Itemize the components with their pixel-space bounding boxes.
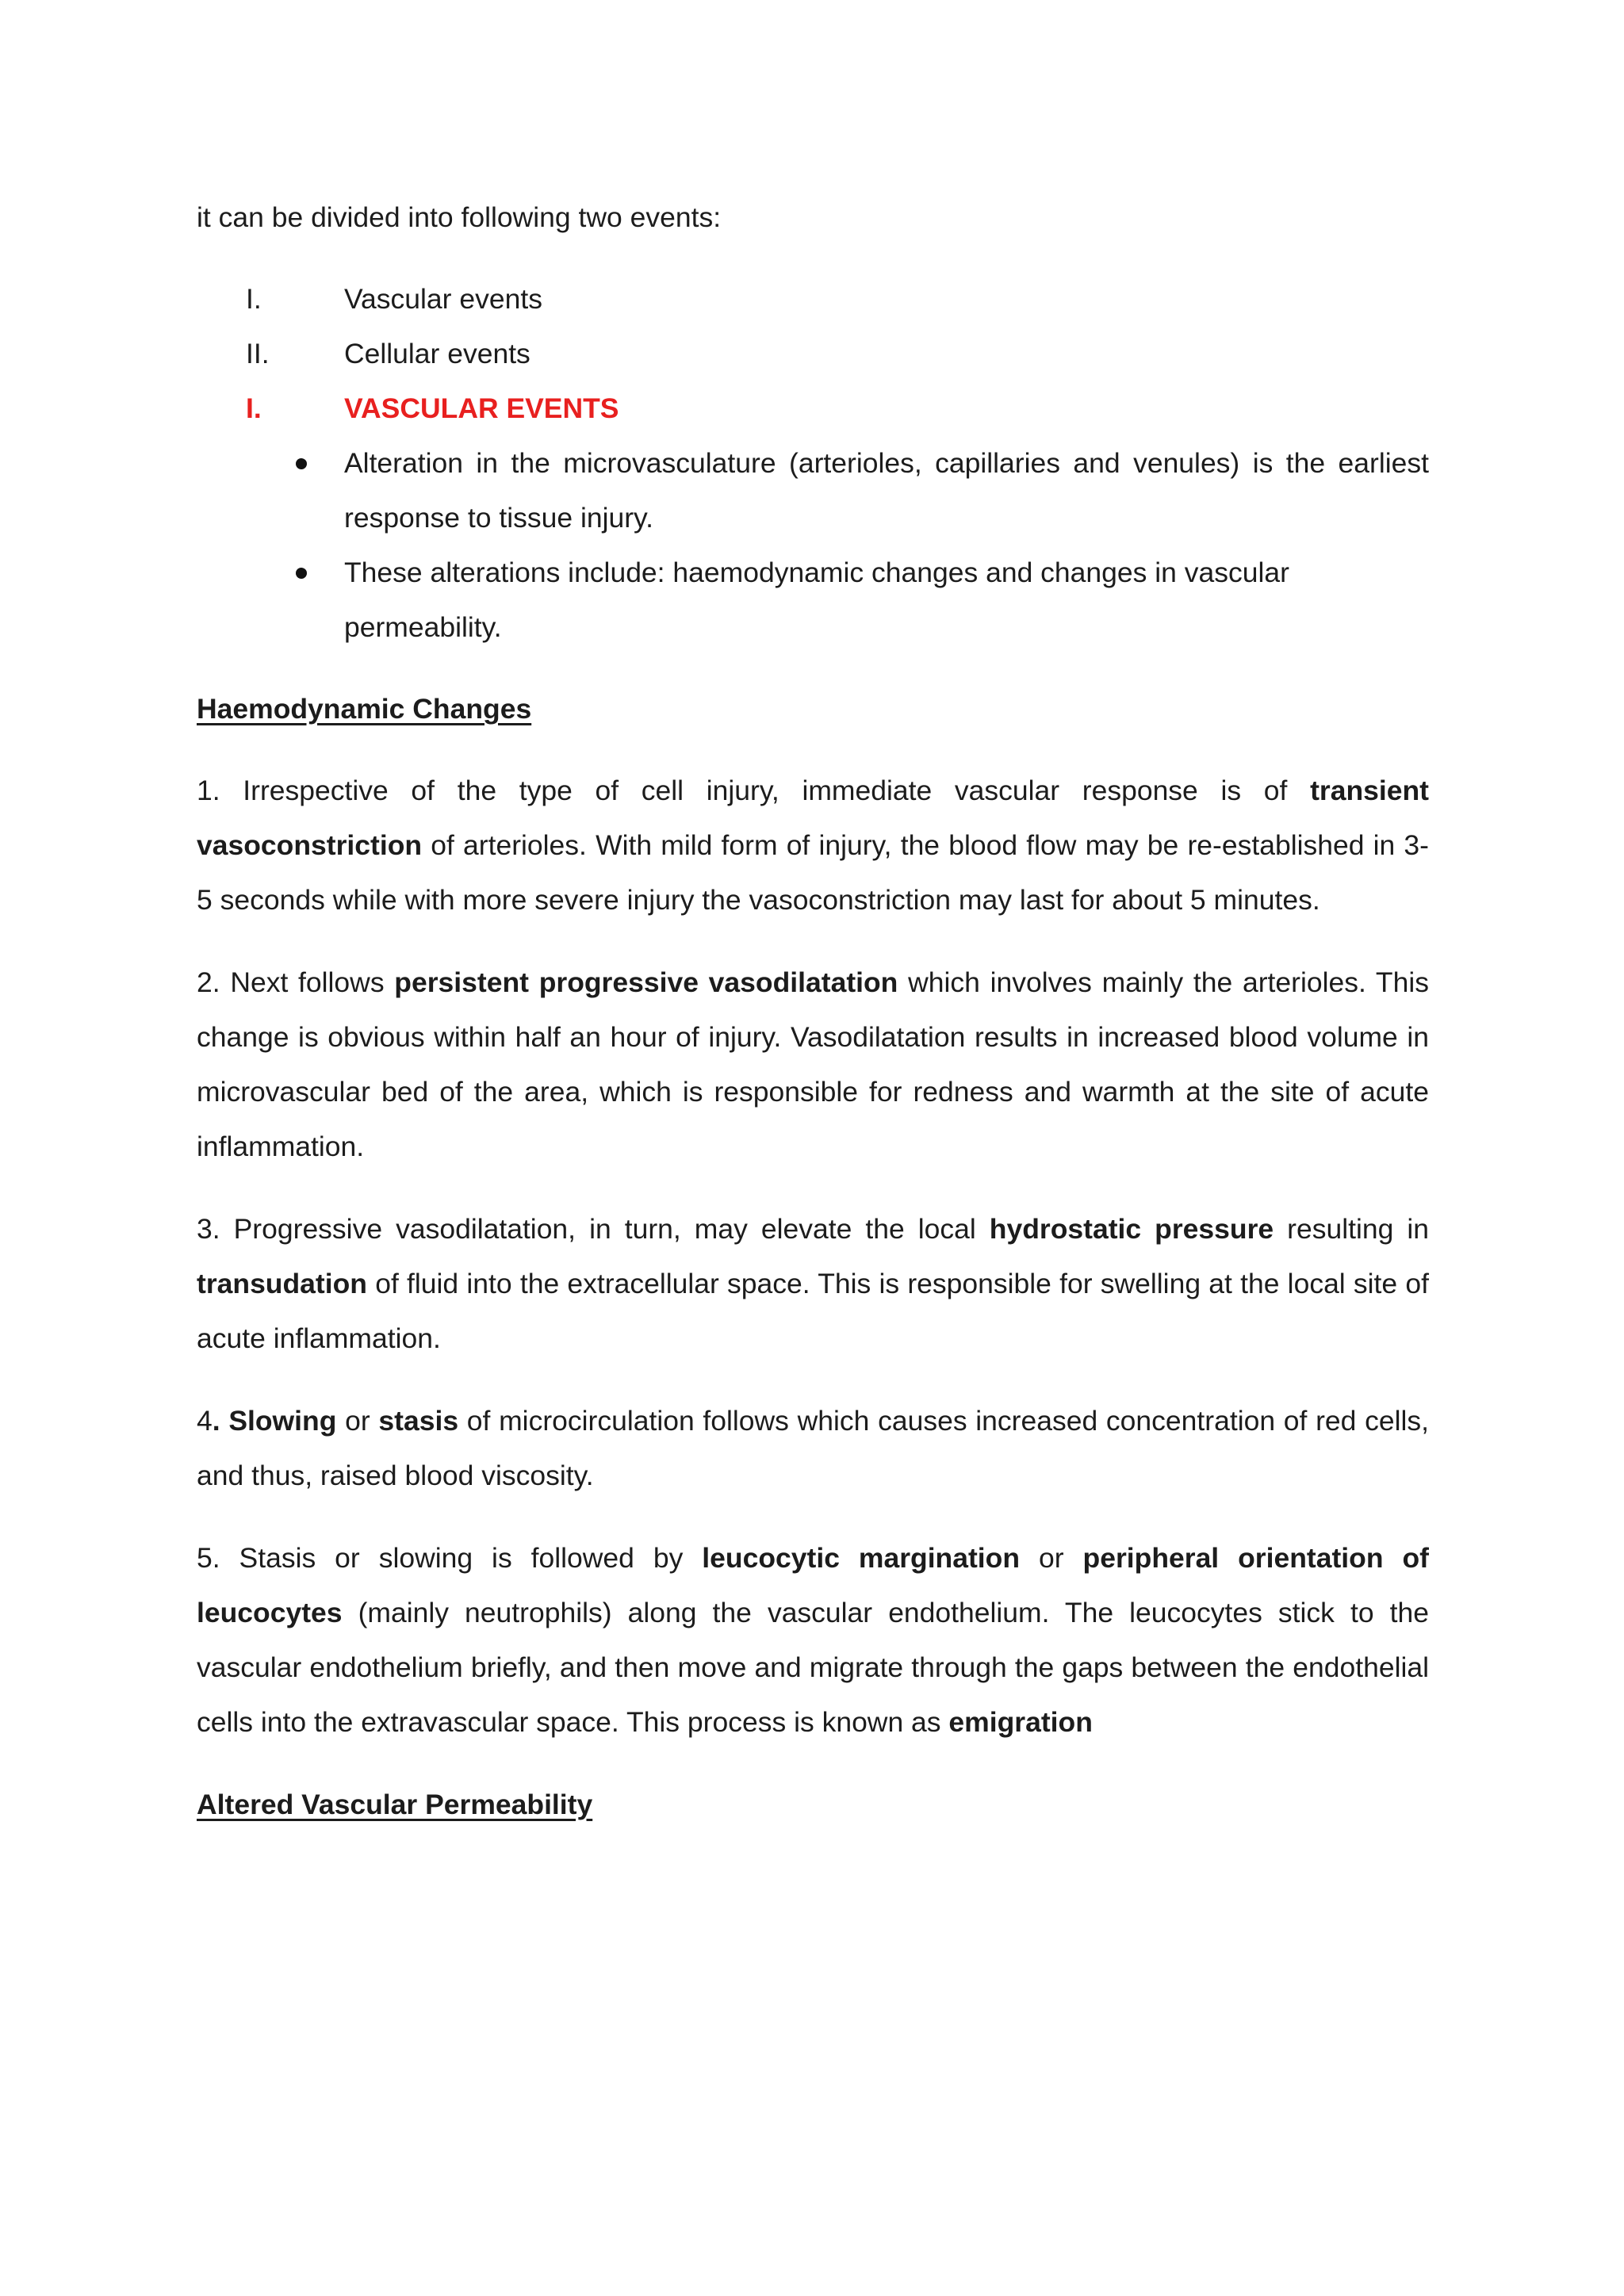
document-page (197, 190, 1429, 1859)
heading-altered-vascular-permeability: Altered Vascular Permeability (197, 1789, 593, 1820)
section-number: I. (246, 392, 262, 424)
section-heading-vascular-events (197, 381, 1429, 436)
text-run: 2. Next follows (197, 966, 395, 998)
intro-text: it can be divided into following two events: (197, 201, 722, 233)
bold-term: transudation (197, 1268, 367, 1299)
text-run: of arterioles. With mild form of injury, the blood flow may be re-established in 3-5 seconds while with more severe injury the vasoconstriction may last for about 5 minutes. (197, 829, 1429, 916)
heading-haemodynamic-changes: Haemodynamic Changes (197, 693, 532, 725)
bold-term: transient vasoconstriction (197, 775, 1429, 861)
text-run: 3. Progressive vasodilatation, in turn, may elevate the local (197, 1213, 990, 1245)
text-run: 1. Irrespective of the type of cell injury, immediate vascular response is of (197, 775, 1311, 806)
bold-term: emigration (948, 1706, 1093, 1738)
list-item-label: Cellular events (344, 338, 530, 369)
events-list (197, 272, 1429, 436)
bold-term: . Slowing (212, 1405, 337, 1437)
paragraph-4 (197, 1394, 1429, 1503)
text-run: or (1020, 1542, 1083, 1574)
list-number: I. (246, 283, 262, 315)
text-run: 4 (197, 1405, 213, 1437)
paragraph-1 (197, 763, 1429, 928)
bullet-text: These alterations include: haemodynamic changes and changes in vascular permeability. (344, 557, 1289, 643)
bullet-list (197, 436, 1429, 655)
text-run: which involves mainly the arterioles. This change is obvious within half an hour of injury. Vasodilatation results in increased blood volume in microvascular bed of the area, which is responsible for redness and warmth at the site of acute inflammation. (197, 966, 1429, 1162)
text-run: (mainly neutrophils) along the vascular endothelium. The leucocytes stick to the vascular endothelium briefly, and then move and migrate through the gaps between the endothelial cells into the extravascular space. This process is known as (197, 1597, 1429, 1738)
bold-term: peripheral orientation of leucocytes (197, 1542, 1429, 1628)
bold-term: stasis (378, 1405, 459, 1437)
paragraph-5 (197, 1531, 1429, 1750)
text-run: of fluid into the extracellular space. This is responsible for swelling at the local site of acute inflammation. (197, 1268, 1429, 1354)
bold-term: hydrostatic pressure (989, 1213, 1274, 1245)
text-run: resulting in (1274, 1213, 1430, 1245)
bold-term: persistent progressive vasodilatation (394, 966, 898, 998)
section-heading-label: VASCULAR EVENTS (344, 392, 619, 424)
list-item (197, 327, 1429, 381)
bold-term: leucocytic margination (702, 1542, 1021, 1574)
paragraph-2 (197, 955, 1429, 1174)
list-item (197, 272, 1429, 327)
paragraph-3 (197, 1202, 1429, 1366)
text-run: of microcirculation follows which causes increased concentration of red cells, and thus, raised blood viscosity. (197, 1405, 1429, 1491)
list-number: II. (246, 338, 270, 369)
bullet-item (197, 545, 1429, 655)
text-run: 5. Stasis or slowing is followed by (197, 1542, 703, 1574)
bullet-icon (296, 458, 307, 469)
list-item-label: Vascular events (344, 283, 542, 315)
bullet-icon (296, 568, 307, 579)
bullet-text: Alteration in the microvasculature (arterioles, capillaries and venules) is the earliest response to tissue injury. (344, 447, 1429, 534)
text-run: or (336, 1405, 379, 1437)
bullet-item (197, 436, 1429, 545)
